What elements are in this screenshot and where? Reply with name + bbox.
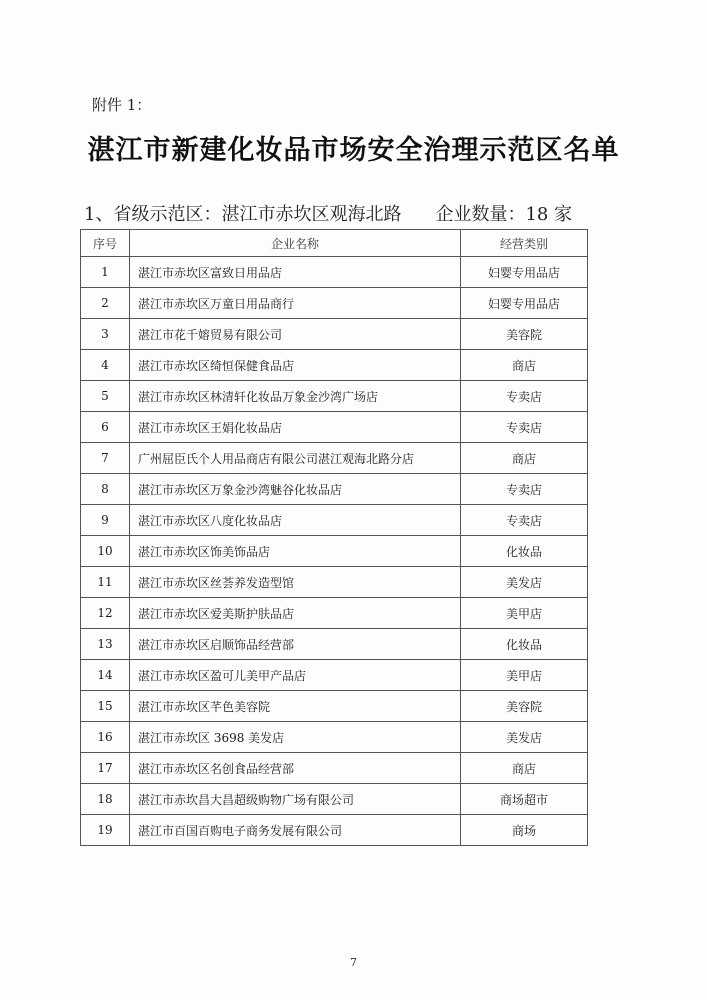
- business-type-cell: 专卖店: [461, 412, 588, 443]
- table-row: [81, 474, 588, 505]
- row-number-cell: 16: [81, 722, 130, 753]
- business-type-cell: 妇婴专用品店: [461, 257, 588, 288]
- row-number-cell: 4: [81, 350, 130, 381]
- business-type-cell: 商店: [461, 753, 588, 784]
- section-heading: 1、省级示范区：湛江市赤坎区观海北路: [84, 204, 402, 225]
- table-row: [81, 505, 588, 536]
- table-row: [81, 288, 588, 319]
- business-type-cell: 美发店: [461, 567, 588, 598]
- enterprise-name-cell: 湛江市赤坎区绮恒保健食品店: [130, 350, 461, 381]
- enterprise-table: [80, 229, 588, 846]
- table-row: [81, 598, 588, 629]
- enterprise-name-cell: 湛江市赤坎区八度化妆品店: [130, 505, 461, 536]
- section-heading-line: [84, 200, 624, 226]
- business-type-cell: 美容院: [461, 319, 588, 350]
- enterprise-name-cell: 湛江市赤坎区丝荟养发造型馆: [130, 567, 461, 598]
- row-number-cell: 17: [81, 753, 130, 784]
- enterprise-name-cell: 湛江市赤坎区启顺饰品经营部: [130, 629, 461, 660]
- document-title: 湛江市新建化妆品市场安全治理示范区名单: [87, 135, 620, 166]
- enterprise-name-cell: 湛江市赤坎区盈可儿美甲产品店: [130, 660, 461, 691]
- enterprise-name-cell: 湛江市赤坎区王娟化妆品店: [130, 412, 461, 443]
- business-type-cell: 商店: [461, 350, 588, 381]
- business-type-cell: 专卖店: [461, 381, 588, 412]
- business-type-cell: 商店: [461, 443, 588, 474]
- row-number-cell: 6: [81, 412, 130, 443]
- enterprise-name-cell: 湛江市赤坎区名创食品经营部: [130, 753, 461, 784]
- enterprise-name-cell: 湛江市赤坎区富致日用品店: [130, 257, 461, 288]
- enterprise-name-cell: 广州屈臣氏个人用品商店有限公司湛江观海北路分店: [130, 443, 461, 474]
- table-row: [81, 784, 588, 815]
- enterprise-name-cell: 湛江市花千嫆贸易有限公司: [130, 319, 461, 350]
- enterprise-name-cell: 湛江市赤坎昌大昌超级购物广场有限公司: [130, 784, 461, 815]
- business-type-cell: 美甲店: [461, 660, 588, 691]
- enterprise-name-cell: 湛江市百国百购电子商务发展有限公司: [130, 815, 461, 846]
- enterprise-name-cell: 湛江市赤坎区饰美饰品店: [130, 536, 461, 567]
- row-number-cell: 19: [81, 815, 130, 846]
- enterprise-name-cell: 湛江市赤坎区芊色美容院: [130, 691, 461, 722]
- table-row: [81, 629, 588, 660]
- business-type-cell: 专卖店: [461, 505, 588, 536]
- business-type-cell: 美容院: [461, 691, 588, 722]
- enterprise-name-cell: 湛江市赤坎区万童日用品商行: [130, 288, 461, 319]
- row-number-cell: 12: [81, 598, 130, 629]
- row-number-cell: 11: [81, 567, 130, 598]
- business-type-cell: 美甲店: [461, 598, 588, 629]
- enterprise-count: 企业数量：18 家: [435, 204, 573, 225]
- column-header-type: 经营类别: [461, 230, 588, 257]
- row-number-cell: 1: [81, 257, 130, 288]
- business-type-cell: 美发店: [461, 722, 588, 753]
- business-type-cell: 商场: [461, 815, 588, 846]
- table-row: [81, 660, 588, 691]
- row-number-cell: 10: [81, 536, 130, 567]
- row-number-cell: 3: [81, 319, 130, 350]
- row-number-cell: 5: [81, 381, 130, 412]
- table-row: [81, 381, 588, 412]
- table-row: [81, 753, 588, 784]
- business-type-cell: 化妆品: [461, 629, 588, 660]
- table-row: [81, 443, 588, 474]
- table-row: [81, 319, 588, 350]
- table-row: [81, 691, 588, 722]
- page-number: 7: [350, 956, 357, 969]
- table-row: [81, 815, 588, 846]
- table-body: [81, 257, 588, 846]
- enterprise-name-cell: 湛江市赤坎区万象金沙湾魅谷化妆品店: [130, 474, 461, 505]
- column-header-name: 企业名称: [130, 230, 461, 257]
- business-type-cell: 商场超市: [461, 784, 588, 815]
- row-number-cell: 14: [81, 660, 130, 691]
- row-number-cell: 13: [81, 629, 130, 660]
- table-row: [81, 412, 588, 443]
- table-row: [81, 722, 588, 753]
- enterprise-name-cell: 湛江市赤坎区 3698 美发店: [130, 722, 461, 753]
- enterprise-name-cell: 湛江市赤坎区林清轩化妆品万象金沙湾广场店: [130, 381, 461, 412]
- table-row: [81, 536, 588, 567]
- row-number-cell: 2: [81, 288, 130, 319]
- enterprise-name-cell: 湛江市赤坎区爱美斯护肤品店: [130, 598, 461, 629]
- table-row: [81, 350, 588, 381]
- row-number-cell: 8: [81, 474, 130, 505]
- table-row: [81, 567, 588, 598]
- business-type-cell: 化妆品: [461, 536, 588, 567]
- table-row: [81, 257, 588, 288]
- row-number-cell: 18: [81, 784, 130, 815]
- business-type-cell: 专卖店: [461, 474, 588, 505]
- row-number-cell: 7: [81, 443, 130, 474]
- attachment-label: 附件 1：: [92, 96, 152, 114]
- business-type-cell: 妇婴专用品店: [461, 288, 588, 319]
- row-number-cell: 9: [81, 505, 130, 536]
- column-header-no: 序号: [81, 230, 130, 257]
- row-number-cell: 15: [81, 691, 130, 722]
- table-header-row: [81, 230, 588, 257]
